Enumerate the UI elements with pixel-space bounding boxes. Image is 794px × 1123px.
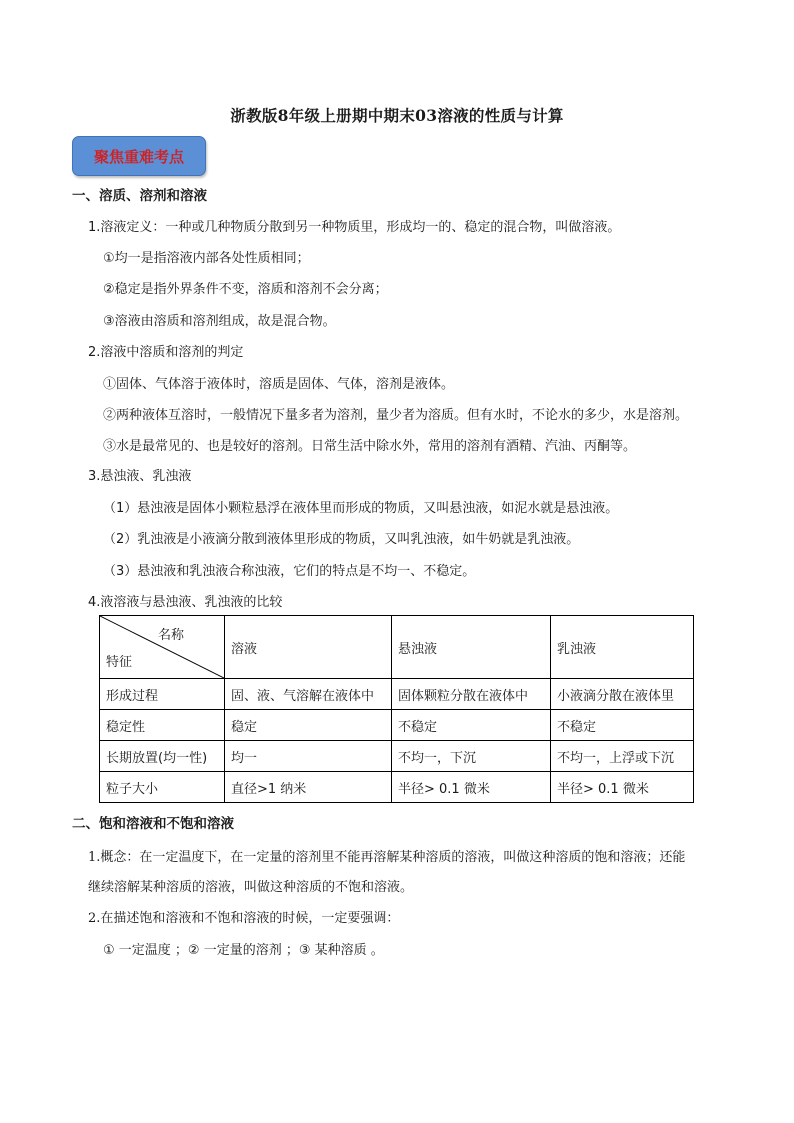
table-cell: 稳定 <box>225 710 392 741</box>
s1-p1-b: ②稳定是指外界条件不变，溶质和溶剂不会分离； <box>103 282 388 297</box>
column-header: 乳浊液 <box>551 616 694 679</box>
table-cell: 不均一，上浮或下沉 <box>551 741 694 772</box>
table-cell: 固、液、气溶解在液体中 <box>225 679 392 710</box>
s1-p1: 1.溶液定义：一种或几种物质分散到另一种物质里，形成均一的、稳定的混合物，叫做溶液。 <box>88 220 621 235</box>
table-row <box>100 710 694 741</box>
table-cell: 不稳定 <box>551 710 694 741</box>
section1-heading: 一、溶质、溶剂和溶液 <box>72 188 207 204</box>
table-cell: 固体颗粒分散在液体中 <box>392 679 551 710</box>
focus-badge: 聚焦重难考点 <box>72 136 206 176</box>
s1-p3-c: （3）悬浊液和乳浊液合称浊液，它们的特点是不均一、不稳定。 <box>103 564 476 579</box>
s1-p2-c: ③水是最常见的、也是较好的溶剂。日常生活中除水外，常用的溶剂有酒精、汽油、丙酮等。 <box>103 439 637 454</box>
table-cell: 不稳定 <box>392 710 551 741</box>
table-row <box>100 741 694 772</box>
section2-heading: 二、饱和溶液和不饱和溶液 <box>72 816 234 832</box>
row-label: 长期放置(均一性) <box>100 741 225 772</box>
corner-bottom-label: 特征 <box>106 655 133 670</box>
table-cell: 半径> 0.1 微米 <box>551 772 694 803</box>
row-label: 形成过程 <box>100 679 225 710</box>
s1-p1-c: ③溶液由溶质和溶剂组成，故是混合物。 <box>103 314 336 329</box>
table-cell: 小液滴分散在液体里 <box>551 679 694 710</box>
s1-p3-a: （1）悬浊液是固体小颗粒悬浮在液体里而形成的物质，又叫悬浊液，如泥水就是悬浊液。 <box>103 501 619 516</box>
page-title: 浙教版8年级上册期中期末03溶液的性质与计算 <box>230 106 564 125</box>
table-cell: 不均一，下沉 <box>392 741 551 772</box>
table-cell: 直径>1 纳米 <box>225 772 392 803</box>
comparison-table <box>99 615 694 803</box>
corner-top-label: 名称 <box>157 628 184 643</box>
column-header: 溶液 <box>225 616 392 679</box>
s1-p4: 4.液溶液与悬浊液、乳浊液的比较 <box>88 595 283 610</box>
row-label: 粒子大小 <box>100 772 225 803</box>
s1-p3-b: （2）乳浊液是小液滴分散到液体里形成的物质，又叫乳浊液，如牛奶就是乳浊液。 <box>103 532 580 547</box>
table-header-row <box>100 616 694 679</box>
s2-p1-line2: 继续溶解某种溶质的溶液，叫做这种溶质的不饱和溶液。 <box>88 880 414 895</box>
table-cell: 均一 <box>225 741 392 772</box>
s1-p3: 3.悬浊液、乳浊液 <box>88 469 192 484</box>
table-row <box>100 679 694 710</box>
table-row <box>100 772 694 803</box>
s2-p2: 2.在描述饱和溶液和不饱和溶液的时候，一定要强调： <box>88 911 400 926</box>
table-corner-cell <box>100 616 225 679</box>
s2-p1-line1: 1.概念：在一定温度下，在一定量的溶剂里不能再溶解某种溶质的溶液，叫做这种溶质的饱和溶液；还能 <box>88 850 686 865</box>
table-cell: 半径> 0.1 微米 <box>392 772 551 803</box>
column-header: 悬浊液 <box>392 616 551 679</box>
s2-p2-a: ① 一定温度 ；② 一定量的溶剂 ；③ 某种溶质 。 <box>103 943 384 958</box>
row-label: 稳定性 <box>100 710 225 741</box>
s1-p2-a: ①固体、气体溶于液体时，溶质是固体、气体，溶剂是液体。 <box>103 377 455 392</box>
s1-p2-b: ②两种液体互溶时，一般情况下量多者为溶剂，量少者为溶质。但有水时，不论水的多少，水是溶剂。 <box>103 408 689 423</box>
s1-p1-a: ①均一是指溶液内部各处性质相同； <box>103 251 310 266</box>
s1-p2: 2.溶液中溶质和溶剂的判定 <box>88 345 244 360</box>
